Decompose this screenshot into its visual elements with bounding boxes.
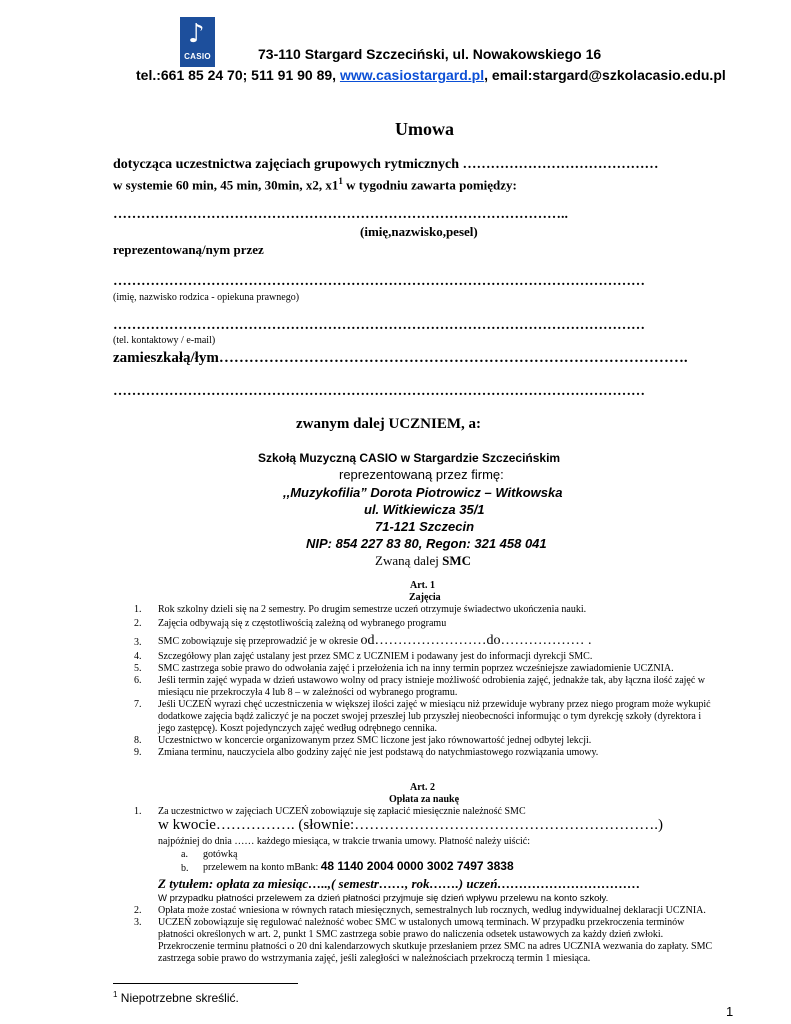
art1-num-2: 2. [134, 618, 142, 629]
art1-num-1: 1. [134, 604, 142, 615]
art2-opt-a-marker: a. [181, 849, 188, 860]
art1-item-3-text: SMC zobowiązuje się przeprowadzić je w okresie [158, 636, 361, 647]
payment-transfer [203, 859, 514, 873]
art2-num-3: 3. [134, 917, 142, 928]
art1-num-6: 6. [134, 675, 142, 686]
school-rep: reprezentowaną przez firmę: [339, 467, 504, 482]
footnote [113, 990, 239, 1005]
intro-line-2 [113, 176, 517, 193]
art2-item-3: UCZEŃ zobowiązuje się regulować należność wobec SMC w ustalonych umową terminach. W przypadku przekroczenia terminów [158, 917, 685, 928]
art1-num-5: 5. [134, 663, 142, 674]
art1-item-4: Szczegółowy plan zajęć ustalany jest przez SMC z UCZNIEM i podawany jest do informacji dyrekcji SMC. [158, 651, 593, 662]
student-designation: zwanym dalej UCZNIEM, a: [296, 416, 481, 432]
art1-title: Art. 1 [410, 580, 435, 591]
parent-name-label: (imię, nazwisko rodzica - opiekuna prawnego) [113, 292, 300, 303]
header-address: 73-110 Stargard Szczeciński, ul. Nowakowskiego 16 [258, 46, 602, 62]
school-designation [375, 553, 471, 569]
art2-opt-b-marker: b. [181, 863, 189, 874]
art1-item-5: SMC zastrzega sobie prawo do odwołania zajęć i przełożenia ich na inny termin poprzez wcześniejsze zawiadomienie UCZNIA. [158, 663, 674, 674]
art1-num-9: 9. [134, 747, 142, 758]
art1-item-7: Jeśli UCZEŃ wyrazi chęć uczestniczenia w większej ilości zajęć w miesiącu niż przewiduje wybrany przez niego program może wykupić [158, 699, 711, 710]
art1-item-9: Zmiana terminu, nauczyciela albo godziny zajęć nie jest podstawą do natychmiastowego rozwiązania umowy. [158, 747, 599, 758]
school-city: 71-121 Szczecin [375, 519, 475, 534]
residence-field[interactable]: zamieszkałą/łym…………………………………………………………………………………. [113, 350, 688, 366]
logo-text: CASIO [184, 52, 211, 61]
school-designation-abbr: SMC [442, 553, 472, 568]
art1-num-4: 4. [134, 651, 142, 662]
footnote-mark: 1 [113, 990, 118, 999]
intro-line-2b: w tygodniu zawarta pomiędzy: [342, 177, 517, 193]
art1-num-3: 3. [134, 637, 142, 648]
art2-item-2: Opłata może zostać wniesiona w równych ratach miesięcznych, semestralnych lub rocznych, według indywidualnej deklaracji UCZNIA. [158, 905, 706, 916]
contact-label: (tel. kontaktowy / e-mail) [113, 335, 216, 346]
art1-item-2: Zajęcia odbywają się z częstotliwością zależną od wybranego programu [158, 618, 447, 629]
transfer-title-field[interactable]: Z tytułem: opłata za miesiąc…..,( semestr……, rok…….) uczeń…………………………… [158, 876, 641, 891]
intro-line-2a: w systemie 60 min, 45 min, 30min, x2, x1 [113, 177, 339, 193]
art1-item-7-cont-1: dodatkowe zajęcia bądź zaliczyć je na poczet swojej przeszłej lub przyszłej nieobecności informując o tym dyrekcję szkoły (dyrektora i [158, 711, 702, 722]
footnote-text: Niepotrzebne skreślić. [117, 991, 239, 1005]
art1-item-6: Jeśli termin zajęć wypada w dzień ustawowo wolny od pracy istnieje możliwość odrobienia zajęć, jednakże tak, aby łączna ilość zajęć w [158, 675, 706, 686]
parent-name-field[interactable]: …………………………………………………………………………………………………… [113, 274, 645, 289]
art1-item-8: Uczestnictwo w koncercie organizowanym przez SMC liczone jest jako równowartość jednej odbytej lekcji. [158, 735, 592, 746]
art2-num-2: 2. [134, 905, 142, 916]
document-title: Umowa [395, 119, 454, 139]
art2-item-3-cont-2: Przekroczenie terminu płatności o 20 dni kalendarzowych skutkuje przesłaniem przez SMC na adres UCZNIA wezwania do zapłaty. SMC [158, 941, 713, 952]
contact-email: , email:stargard@szkolacasio.edu.pl [484, 67, 726, 83]
transfer-label: przelewem na konto mBank: [203, 862, 321, 873]
casio-logo [180, 17, 215, 67]
school-name: Szkołą Muzyczną CASIO w Stargardzie Szczecińskim [258, 451, 561, 465]
art2-title: Art. 2 [410, 782, 435, 793]
music-note-icon: ♪ [188, 19, 205, 49]
art2-item-3-cont-1: płatności określonych w art. 2, punkt 1 SMC zastrzega sobie prawo do naliczenia odsetek ustawowych za każdy dzień zwłoki. [158, 929, 664, 940]
art1-subtitle: Zajęcia [409, 592, 441, 603]
student-name-label: (imię,nazwisko,pesel) [360, 224, 478, 239]
school-nip: NIP: 854 227 83 80, Regon: 321 458 041 [306, 536, 547, 551]
contact-phones: tel.:661 85 24 70; 511 91 90 89, [136, 67, 340, 83]
payment-due: najpóźniej do dnia …… każdego miesiąca, w trakcie trwania umowy. Płatność należy uiścić: [158, 836, 531, 847]
page-number: 1 [726, 1004, 734, 1019]
art1-item-1: Rok szkolny dzieli się na 2 semestry. Po drugim semestrze uczeń otrzymuje świadectwo ukończenia nauki. [158, 604, 587, 615]
website-link[interactable]: www.casiostargard.pl [339, 67, 485, 83]
art1-num-7: 7. [134, 699, 142, 710]
representative-label: reprezentowaną/nym przez [113, 242, 264, 257]
art1-item-3 [158, 633, 591, 649]
residence-field-2[interactable]: …………………………………………………………………………………………………… [113, 384, 645, 399]
payment-cash: gotówką [203, 849, 238, 860]
transfer-note: W przypadku płatności przelewem za dzień płatności przyjmuje się dzień wpływu przelewu na konto szkoły. [158, 893, 609, 904]
art1-num-8: 8. [134, 735, 142, 746]
intro-line-1: dotycząca uczestnictwa zajęciach grupowych rytmicznych …………………………………… [113, 157, 659, 172]
bank-account-number: 48 1140 2004 0000 3002 7497 3838 [320, 859, 514, 873]
art2-item-1: Za uczestnictwo w zajęciach UCZEŃ zobowiązuje się zapłacić miesięcznie należność SMC [158, 806, 526, 817]
art2-subtitle: Opłata za naukę [389, 794, 460, 805]
school-street: ul. Witkiewicza 35/1 [364, 502, 485, 517]
amount-field[interactable]: w kwocie……………. (słownie:…………………………………………………….) [158, 817, 663, 833]
art1-item-6-cont: miesiącu nie przekroczyła 4 lub 8 – w zależności od wybranego programu. [158, 687, 458, 698]
footnote-divider [113, 983, 298, 984]
student-name-field[interactable]: …………………………………………………………………………………….. [113, 207, 568, 222]
school-designation-text: Zwaną dalej [375, 553, 443, 568]
school-firm: ,,Muzykofilia” Dorota Piotrowicz – Witkowska [283, 485, 563, 500]
art1-item-7-cont-2: jego zastępcę). Koszt pojedynczych zajęć według odrębnego cennika. [158, 723, 438, 734]
contact-field[interactable]: …………………………………………………………………………………………………… [113, 318, 645, 333]
footnote-ref: 1 [338, 176, 343, 186]
art2-item-3-cont-3: zastrzega sobie prawo do wstrzymania zajęć, jeśli zaległości w należnościach przekroczą termin 1 miesiąca. [158, 953, 591, 964]
course-period-field[interactable]: od……………………do……………… . [360, 633, 592, 648]
header-contact [136, 67, 726, 83]
art2-num-1: 1. [134, 806, 142, 817]
